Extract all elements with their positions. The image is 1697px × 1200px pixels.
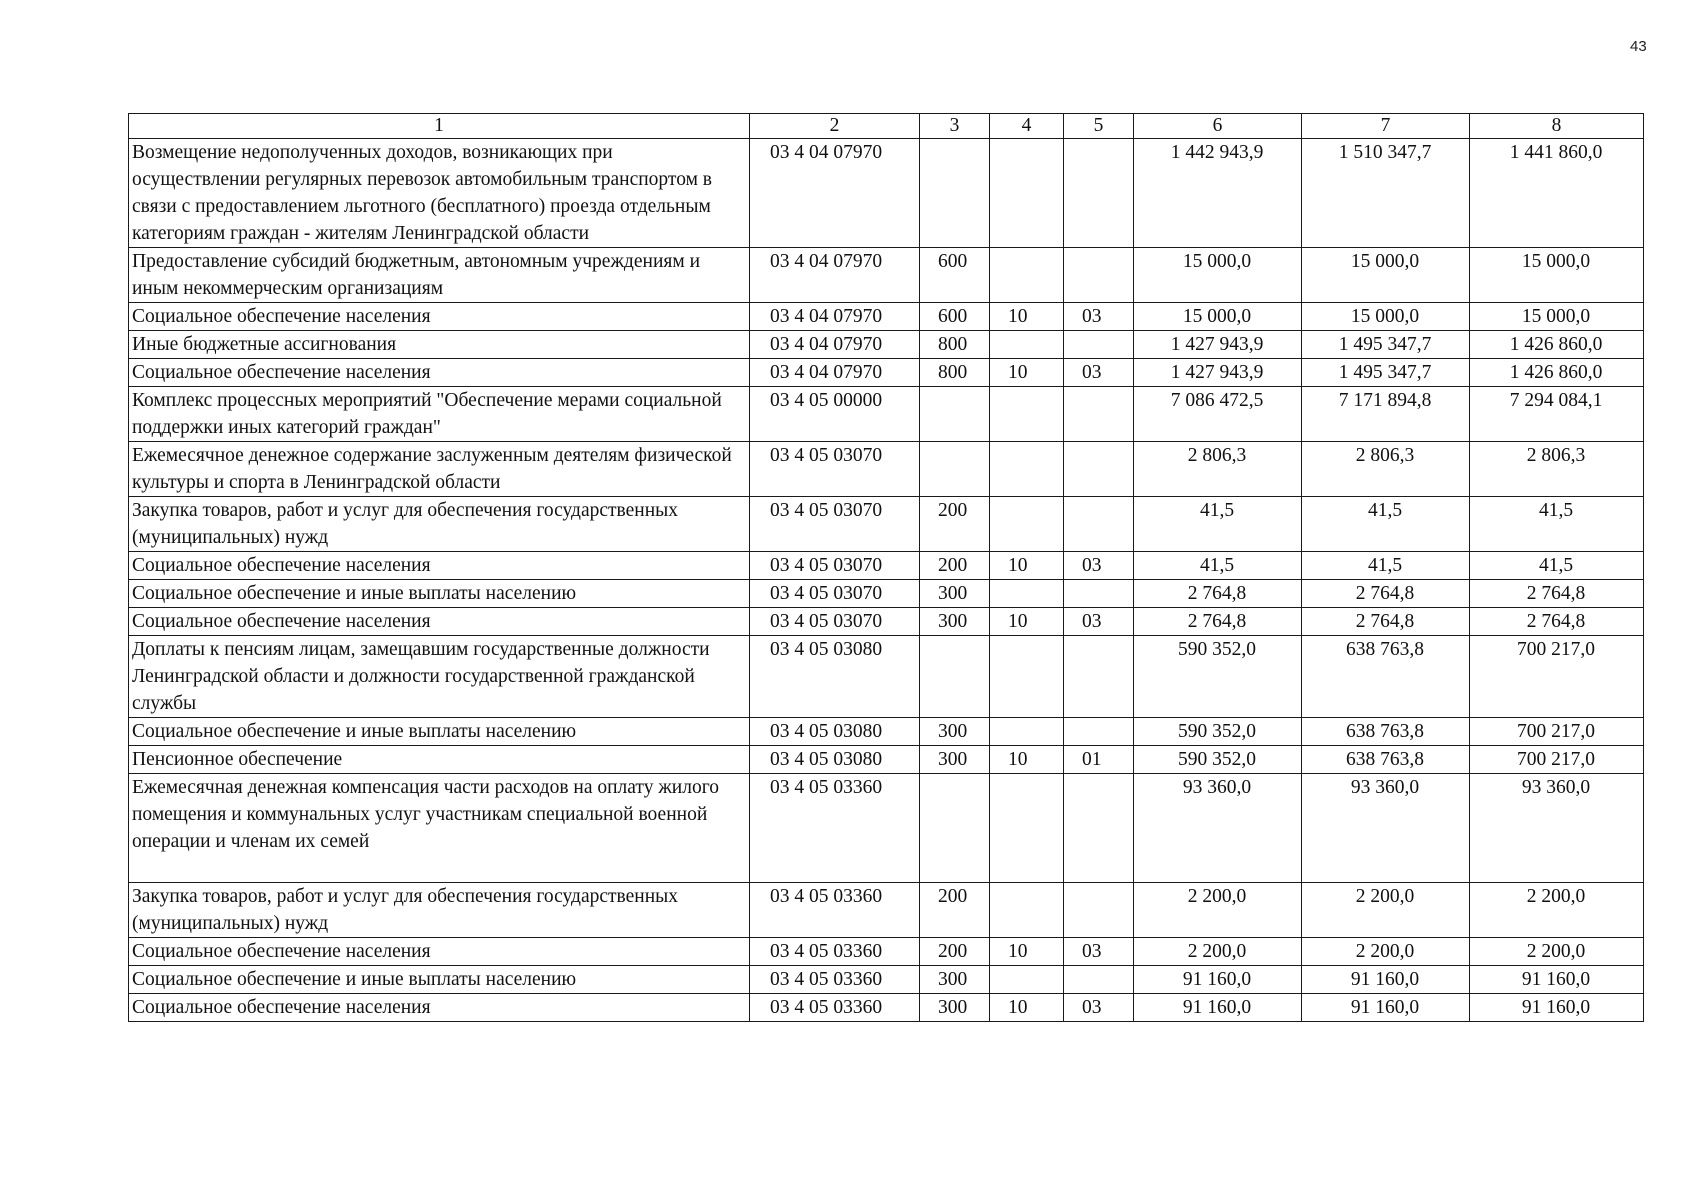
row-value7-cell: 1 495 347,7 bbox=[1302, 331, 1470, 359]
row-code-cell: 03 4 04 07970 bbox=[750, 359, 920, 387]
row-value8-cell: 15 000,0 bbox=[1470, 303, 1644, 331]
row-col3-cell: 300 bbox=[920, 966, 990, 994]
row-value6-cell: 590 352,0 bbox=[1134, 718, 1302, 746]
table-row bbox=[129, 718, 1644, 746]
row-code-cell: 03 4 05 03070 bbox=[750, 552, 920, 580]
row-name-cell: Социальное обеспечение населения bbox=[129, 608, 750, 636]
row-col5-cell bbox=[1064, 966, 1134, 994]
row-col4-cell: 10 bbox=[990, 303, 1064, 331]
row-col3-cell bbox=[920, 774, 990, 883]
row-col3-cell bbox=[920, 387, 990, 442]
row-value8-cell: 1 426 860,0 bbox=[1470, 359, 1644, 387]
row-col5-cell bbox=[1064, 139, 1134, 248]
row-name-cell: Социальное обеспечение населения bbox=[129, 994, 750, 1022]
row-value8-cell: 93 360,0 bbox=[1470, 774, 1644, 883]
budget-table bbox=[128, 113, 1644, 1022]
row-value8-cell: 91 160,0 bbox=[1470, 966, 1644, 994]
row-name-cell: Ежемесячная денежная компенсация части расходов на оплату жилого помещения и коммунальных услуг участникам специальной военной операции и членам их семей bbox=[129, 774, 750, 883]
header-cell-4: 4 bbox=[990, 114, 1064, 139]
row-col5-cell: 03 bbox=[1064, 994, 1134, 1022]
row-name-cell: Социальное обеспечение и иные выплаты населению bbox=[129, 580, 750, 608]
row-col4-cell: 10 bbox=[990, 746, 1064, 774]
row-name-cell: Комплекс процессных мероприятий "Обеспечение мерами социальной поддержки иных категорий граждан" bbox=[129, 387, 750, 442]
row-col5-cell bbox=[1064, 718, 1134, 746]
row-code-cell: 03 4 05 03360 bbox=[750, 774, 920, 883]
row-value8-cell: 7 294 084,1 bbox=[1470, 387, 1644, 442]
row-col3-cell: 200 bbox=[920, 938, 990, 966]
row-value6-cell: 7 086 472,5 bbox=[1134, 387, 1302, 442]
row-value6-cell: 91 160,0 bbox=[1134, 966, 1302, 994]
row-value6-cell: 15 000,0 bbox=[1134, 248, 1302, 303]
row-value8-cell: 1 441 860,0 bbox=[1470, 139, 1644, 248]
row-code-cell: 03 4 05 03070 bbox=[750, 497, 920, 552]
row-col3-cell: 200 bbox=[920, 883, 990, 938]
row-col5-cell bbox=[1064, 774, 1134, 883]
header-cell-7: 7 bbox=[1302, 114, 1470, 139]
row-col5-cell bbox=[1064, 636, 1134, 718]
row-value8-cell: 700 217,0 bbox=[1470, 746, 1644, 774]
row-col3-cell: 800 bbox=[920, 359, 990, 387]
table-row bbox=[129, 774, 1644, 883]
row-value8-cell: 2 200,0 bbox=[1470, 938, 1644, 966]
row-value6-cell: 590 352,0 bbox=[1134, 636, 1302, 718]
row-value7-cell: 7 171 894,8 bbox=[1302, 387, 1470, 442]
table-row bbox=[129, 303, 1644, 331]
row-name-cell: Социальное обеспечение населения bbox=[129, 303, 750, 331]
page-number: 43 bbox=[1630, 38, 1647, 55]
row-name-cell: Предоставление субсидий бюджетным, автономным учреждениям и иным некоммерческим организациям bbox=[129, 248, 750, 303]
table-row bbox=[129, 139, 1644, 248]
row-col3-cell: 300 bbox=[920, 608, 990, 636]
header-cell-2: 2 bbox=[750, 114, 920, 139]
row-code-cell: 03 4 05 03080 bbox=[750, 718, 920, 746]
row-col3-cell: 200 bbox=[920, 497, 990, 552]
row-value6-cell: 41,5 bbox=[1134, 497, 1302, 552]
row-col3-cell: 600 bbox=[920, 303, 990, 331]
row-name-cell: Закупка товаров, работ и услуг для обеспечения государственных (муниципальных) нужд bbox=[129, 497, 750, 552]
table-row bbox=[129, 580, 1644, 608]
table-body bbox=[129, 139, 1644, 1022]
row-col4-cell: 10 bbox=[990, 994, 1064, 1022]
row-value6-cell: 2 200,0 bbox=[1134, 938, 1302, 966]
row-value8-cell: 41,5 bbox=[1470, 552, 1644, 580]
row-col4-cell bbox=[990, 718, 1064, 746]
row-col5-cell bbox=[1064, 497, 1134, 552]
row-value7-cell: 15 000,0 bbox=[1302, 248, 1470, 303]
row-value7-cell: 2 764,8 bbox=[1302, 608, 1470, 636]
row-value6-cell: 2 200,0 bbox=[1134, 883, 1302, 938]
row-value6-cell: 91 160,0 bbox=[1134, 994, 1302, 1022]
row-col4-cell bbox=[990, 636, 1064, 718]
table-row bbox=[129, 883, 1644, 938]
row-code-cell: 03 4 05 03360 bbox=[750, 966, 920, 994]
header-cell-5: 5 bbox=[1064, 114, 1134, 139]
table-row bbox=[129, 387, 1644, 442]
row-name-cell: Доплаты к пенсиям лицам, замещавшим государственные должности Ленинградской области и должности государственной гражданской службы bbox=[129, 636, 750, 718]
row-col5-cell bbox=[1064, 883, 1134, 938]
row-col3-cell: 300 bbox=[920, 580, 990, 608]
row-code-cell: 03 4 05 03070 bbox=[750, 608, 920, 636]
row-col4-cell: 10 bbox=[990, 552, 1064, 580]
row-col3-cell: 300 bbox=[920, 718, 990, 746]
row-code-cell: 03 4 05 03070 bbox=[750, 580, 920, 608]
row-value7-cell: 41,5 bbox=[1302, 552, 1470, 580]
row-value8-cell: 15 000,0 bbox=[1470, 248, 1644, 303]
row-col5-cell bbox=[1064, 248, 1134, 303]
row-value7-cell: 93 360,0 bbox=[1302, 774, 1470, 883]
header-cell-8: 8 bbox=[1470, 114, 1644, 139]
table-row bbox=[129, 966, 1644, 994]
row-value7-cell: 638 763,8 bbox=[1302, 746, 1470, 774]
row-value8-cell: 700 217,0 bbox=[1470, 636, 1644, 718]
row-col5-cell: 03 bbox=[1064, 938, 1134, 966]
row-code-cell: 03 4 05 03360 bbox=[750, 883, 920, 938]
row-value7-cell: 638 763,8 bbox=[1302, 636, 1470, 718]
row-code-cell: 03 4 05 03080 bbox=[750, 746, 920, 774]
row-value7-cell: 2 200,0 bbox=[1302, 938, 1470, 966]
row-col4-cell: 10 bbox=[990, 359, 1064, 387]
row-name-cell: Пенсионное обеспечение bbox=[129, 746, 750, 774]
row-value7-cell: 2 200,0 bbox=[1302, 883, 1470, 938]
row-value8-cell: 2 764,8 bbox=[1470, 580, 1644, 608]
row-col5-cell bbox=[1064, 387, 1134, 442]
row-name-cell: Социальное обеспечение и иные выплаты населению bbox=[129, 718, 750, 746]
table-row bbox=[129, 938, 1644, 966]
row-name-cell: Социальное обеспечение населения bbox=[129, 938, 750, 966]
row-value6-cell: 2 764,8 bbox=[1134, 608, 1302, 636]
row-code-cell: 03 4 05 03360 bbox=[750, 938, 920, 966]
row-value7-cell: 638 763,8 bbox=[1302, 718, 1470, 746]
row-value6-cell: 1 442 943,9 bbox=[1134, 139, 1302, 248]
row-code-cell: 03 4 04 07970 bbox=[750, 248, 920, 303]
row-code-cell: 03 4 05 03070 bbox=[750, 442, 920, 497]
row-value6-cell: 590 352,0 bbox=[1134, 746, 1302, 774]
row-col5-cell: 01 bbox=[1064, 746, 1134, 774]
row-value8-cell: 2 806,3 bbox=[1470, 442, 1644, 497]
row-col4-cell bbox=[990, 387, 1064, 442]
row-value8-cell: 91 160,0 bbox=[1470, 994, 1644, 1022]
row-code-cell: 03 4 04 07970 bbox=[750, 303, 920, 331]
table-row bbox=[129, 552, 1644, 580]
header-cell-6: 6 bbox=[1134, 114, 1302, 139]
row-name-cell: Закупка товаров, работ и услуг для обеспечения государственных (муниципальных) нужд bbox=[129, 883, 750, 938]
row-code-cell: 03 4 05 03080 bbox=[750, 636, 920, 718]
row-name-cell: Социальное обеспечение и иные выплаты населению bbox=[129, 966, 750, 994]
row-name-cell: Иные бюджетные ассигнования bbox=[129, 331, 750, 359]
table-row bbox=[129, 608, 1644, 636]
row-value8-cell: 2 200,0 bbox=[1470, 883, 1644, 938]
row-col5-cell bbox=[1064, 331, 1134, 359]
row-name-cell: Ежемесячное денежное содержание заслуженным деятелям физической культуры и спорта в Ленинградской области bbox=[129, 442, 750, 497]
table-row bbox=[129, 442, 1644, 497]
row-value7-cell: 1 495 347,7 bbox=[1302, 359, 1470, 387]
row-col4-cell bbox=[990, 774, 1064, 883]
row-value8-cell: 1 426 860,0 bbox=[1470, 331, 1644, 359]
row-col4-cell bbox=[990, 497, 1064, 552]
row-col3-cell: 600 bbox=[920, 248, 990, 303]
row-value7-cell: 1 510 347,7 bbox=[1302, 139, 1470, 248]
row-col3-cell bbox=[920, 139, 990, 248]
row-col4-cell bbox=[990, 966, 1064, 994]
row-value7-cell: 15 000,0 bbox=[1302, 303, 1470, 331]
row-col3-cell: 800 bbox=[920, 331, 990, 359]
row-col4-cell bbox=[990, 331, 1064, 359]
row-value7-cell: 91 160,0 bbox=[1302, 966, 1470, 994]
row-value8-cell: 2 764,8 bbox=[1470, 608, 1644, 636]
row-col4-cell bbox=[990, 139, 1064, 248]
table-row bbox=[129, 497, 1644, 552]
row-value7-cell: 2 764,8 bbox=[1302, 580, 1470, 608]
row-col3-cell: 300 bbox=[920, 746, 990, 774]
row-code-cell: 03 4 04 07970 bbox=[750, 139, 920, 248]
row-col5-cell: 03 bbox=[1064, 608, 1134, 636]
row-name-cell: Социальное обеспечение населения bbox=[129, 552, 750, 580]
table-row bbox=[129, 994, 1644, 1022]
row-col3-cell bbox=[920, 442, 990, 497]
row-name-cell: Социальное обеспечение населения bbox=[129, 359, 750, 387]
row-col3-cell: 300 bbox=[920, 994, 990, 1022]
row-value8-cell: 700 217,0 bbox=[1470, 718, 1644, 746]
row-value6-cell: 41,5 bbox=[1134, 552, 1302, 580]
row-name-cell: Возмещение недополученных доходов, возникающих при осуществлении регулярных перевозок автомобильным транспортом в связи с предоставлением льготного (бесплатного) проезда отдельным категориям граждан - жителям Ленинградской области bbox=[129, 139, 750, 248]
row-col4-cell bbox=[990, 580, 1064, 608]
row-col5-cell: 03 bbox=[1064, 552, 1134, 580]
row-value7-cell: 41,5 bbox=[1302, 497, 1470, 552]
table-row bbox=[129, 746, 1644, 774]
row-col5-cell bbox=[1064, 442, 1134, 497]
row-col4-cell bbox=[990, 248, 1064, 303]
row-col4-cell: 10 bbox=[990, 938, 1064, 966]
row-col5-cell: 03 bbox=[1064, 359, 1134, 387]
row-value6-cell: 2 764,8 bbox=[1134, 580, 1302, 608]
row-code-cell: 03 4 05 03360 bbox=[750, 994, 920, 1022]
row-value7-cell: 2 806,3 bbox=[1302, 442, 1470, 497]
row-value6-cell: 2 806,3 bbox=[1134, 442, 1302, 497]
row-col4-cell bbox=[990, 883, 1064, 938]
row-col3-cell: 200 bbox=[920, 552, 990, 580]
row-value6-cell: 15 000,0 bbox=[1134, 303, 1302, 331]
header-cell-1: 1 bbox=[129, 114, 750, 139]
table-row bbox=[129, 636, 1644, 718]
row-col5-cell: 03 bbox=[1064, 303, 1134, 331]
row-code-cell: 03 4 05 00000 bbox=[750, 387, 920, 442]
row-value6-cell: 1 427 943,9 bbox=[1134, 359, 1302, 387]
row-value6-cell: 1 427 943,9 bbox=[1134, 331, 1302, 359]
row-col5-cell bbox=[1064, 580, 1134, 608]
table-row bbox=[129, 248, 1644, 303]
row-value7-cell: 91 160,0 bbox=[1302, 994, 1470, 1022]
row-value8-cell: 41,5 bbox=[1470, 497, 1644, 552]
row-col4-cell bbox=[990, 442, 1064, 497]
row-code-cell: 03 4 04 07970 bbox=[750, 331, 920, 359]
header-cell-3: 3 bbox=[920, 114, 990, 139]
table-header-row bbox=[129, 114, 1644, 139]
table-row bbox=[129, 331, 1644, 359]
row-col3-cell bbox=[920, 636, 990, 718]
row-value6-cell: 93 360,0 bbox=[1134, 774, 1302, 883]
row-col4-cell: 10 bbox=[990, 608, 1064, 636]
table-row bbox=[129, 359, 1644, 387]
